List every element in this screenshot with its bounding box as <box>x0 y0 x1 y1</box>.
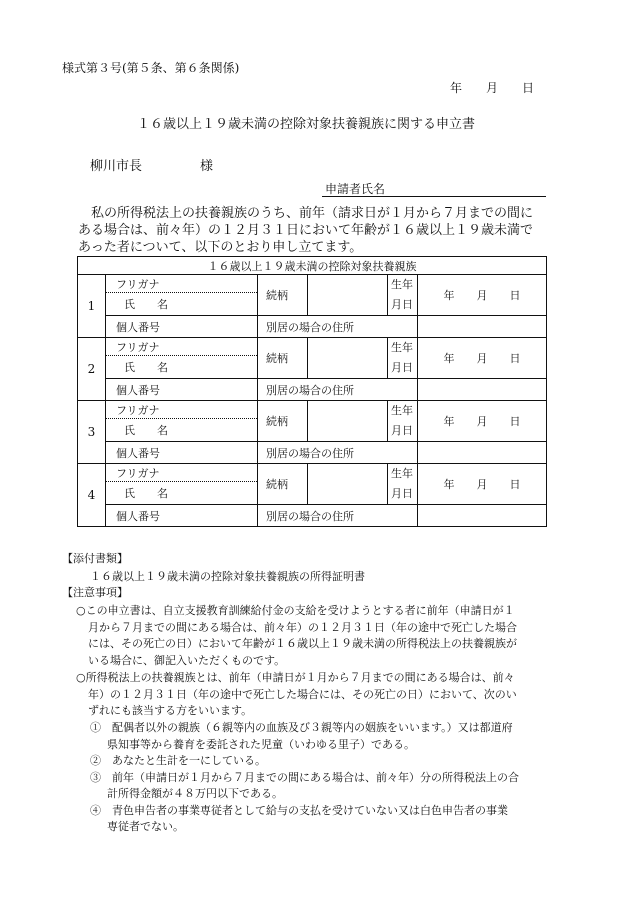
relationship-field[interactable] <box>308 338 388 379</box>
row-number: 3 <box>78 401 106 464</box>
relationship-label: 続柄 <box>258 464 308 505</box>
condition-item: ② あなたと生計を一にしている。 <box>90 754 266 767</box>
relationship-label: 続柄 <box>258 275 308 316</box>
birth-label: 生年 月日 <box>388 401 418 442</box>
separate-address-label: 別居の場合の住所 <box>258 316 418 338</box>
relationship-field[interactable] <box>308 464 388 505</box>
individual-number-field[interactable]: 個人番号 <box>106 379 258 401</box>
separate-address-field[interactable] <box>418 442 547 464</box>
name-field[interactable]: 氏 名 <box>106 356 258 379</box>
notes-heading: 【注意事項】 <box>62 586 128 599</box>
date-line: 年 月 日 <box>450 81 535 95</box>
furigana-field[interactable]: フリガナ <box>106 464 258 482</box>
birth-label: 生年 月日 <box>388 275 418 316</box>
applicant-name-label: 申請者氏名 <box>325 182 386 196</box>
form-number: 様式第３号(第５条、第６条関係) <box>62 61 240 75</box>
individual-number-field[interactable]: 個人番号 <box>106 505 258 527</box>
birth-date-field[interactable]: 年 月 日 <box>418 464 547 505</box>
relationship-field[interactable] <box>308 275 388 316</box>
note-1: ○この申立書は、自立支援教育訓練給付金の支給を受けようとする者に前年（申請日が１ 月から７月までの間にある場合は、前々年）の１２月３１日（年の途中で死亡した場合 には、その死亡の日）において年齢が１６歳以上１９歳未満の所得税法上の扶養親族が いる場合に、御記入いただくものです。 <box>76 604 517 667</box>
birth-date-field[interactable]: 年 月 日 <box>418 275 547 316</box>
birth-label: 生年 月日 <box>388 338 418 379</box>
name-field[interactable]: 氏 名 <box>106 419 258 442</box>
furigana-field[interactable]: フリガナ <box>106 275 258 293</box>
note-2: ○所得税法上の扶養親族とは、前年（申請日が１月から７月までの間にある場合は、前々 年）の１２月３１日（年の途中で死亡した場合には、その死亡の日）において、次のい ずれにも該当する方をいいます。 <box>76 671 517 717</box>
condition-item: ④ 青色申告者の事業専従者として給与の支払を受けていない又は白色申告者の事業 専従者でない。 <box>90 803 508 833</box>
condition-item: ① 配偶者以外の親族（６親等内の血族及び３親等内の姻族をいいます。）又は都道府 県知事等から養育を委託された児童（いわゆる里子）である。 <box>90 721 513 751</box>
relationship-label: 続柄 <box>258 401 308 442</box>
birth-label: 生年 月日 <box>388 464 418 505</box>
separate-address-label: 別居の場合の住所 <box>258 442 418 464</box>
separate-address-field[interactable] <box>418 379 547 401</box>
attachments-heading: 【添付書類】 <box>62 552 128 565</box>
name-field[interactable]: 氏 名 <box>106 293 258 316</box>
row-number: 2 <box>78 338 106 401</box>
row-number: 4 <box>78 464 106 527</box>
furigana-field[interactable]: フリガナ <box>106 338 258 356</box>
separate-address-label: 別居の場合の住所 <box>258 505 418 527</box>
conditions-list <box>90 720 519 836</box>
table-header: １６歳以上１９歳未満の控除対象扶養親族 <box>78 257 547 275</box>
relationship-label: 続柄 <box>258 338 308 379</box>
birth-date-field[interactable]: 年 月 日 <box>418 401 547 442</box>
condition-item: ③ 前年（申請日が１月から７月までの間にある場合は、前々年）分の所得税法上の合 計所得金額が４８万円以下である。 <box>90 770 519 800</box>
attachments-item: １６歳以上１９歳未満の控除対象扶養親族の所得証明書 <box>90 570 365 583</box>
separate-address-field[interactable] <box>418 505 547 527</box>
individual-number-field[interactable]: 個人番号 <box>106 316 258 338</box>
relationship-field[interactable] <box>308 401 388 442</box>
row-number: 1 <box>78 275 106 338</box>
birth-date-field[interactable]: 年 月 日 <box>418 338 547 379</box>
dependents-table <box>77 256 547 527</box>
honorific: 様 <box>200 159 214 174</box>
name-field[interactable]: 氏 名 <box>106 482 258 505</box>
addressee: 柳川市長 <box>90 159 143 174</box>
separate-address-field[interactable] <box>418 316 547 338</box>
statement: 私の所得税法上の扶養親族のうち、前年（請求日が１月から７月までの間に ある場合は、前々年）の１２月３１日において年齢が１６歳以上１９歳未満で あった者について、以下のとおり申し立てます。 <box>78 206 534 255</box>
separate-address-label: 別居の場合の住所 <box>258 379 418 401</box>
individual-number-field[interactable]: 個人番号 <box>106 442 258 464</box>
furigana-field[interactable]: フリガナ <box>106 401 258 419</box>
page-title: １６歳以上１９歳未満の控除対象扶養親族に関する申立書 <box>137 117 476 132</box>
applicant-name-line[interactable] <box>322 196 546 197</box>
